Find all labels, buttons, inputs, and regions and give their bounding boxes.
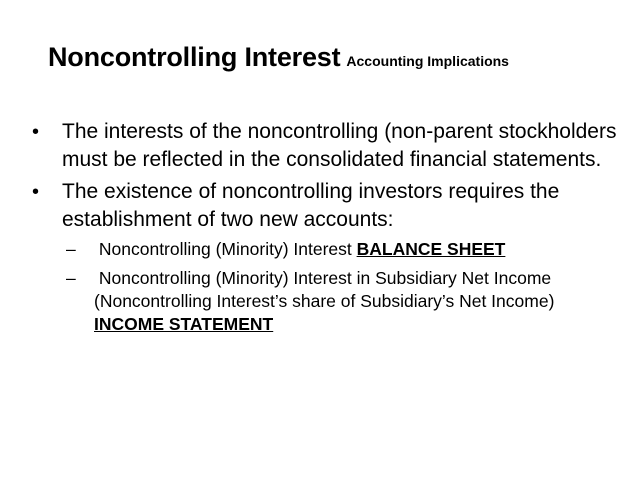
statement-label-income-statement: INCOME STATEMENT (94, 314, 274, 334)
bullet-list (28, 118, 628, 342)
sub-text: Noncontrolling (Minority) Interest (94, 239, 357, 259)
statement-label-balance-sheet: BALANCE SHEET (356, 239, 506, 259)
sub-item-2 (28, 267, 628, 336)
title-main: Noncontrolling Interest (48, 42, 341, 72)
bullet-text: The existence of noncontrolling investors requires the establishment of two new accounts: (62, 180, 560, 231)
bullet-item-1 (28, 118, 628, 174)
bullet-marker: • (32, 121, 40, 143)
bullet-text: The interests of the noncontrolling (non-parent stockholders must be reflected in the consolidated financial statements. (62, 120, 617, 171)
bullet-marker: • (32, 181, 40, 203)
sub-marker: – (66, 239, 76, 259)
sub-bullet-list (28, 238, 628, 336)
bullet-item-2 (28, 178, 628, 234)
sub-item-1 (28, 238, 628, 261)
sub-text: Noncontrolling (Minority) Interest in Subsidiary Net Income (Noncontrolling Interest’s share of Subsidiary’s Net Income) (94, 268, 560, 311)
slide-title (48, 42, 509, 73)
sub-marker: – (66, 268, 76, 288)
title-subtitle: Accounting Implications (346, 53, 509, 69)
